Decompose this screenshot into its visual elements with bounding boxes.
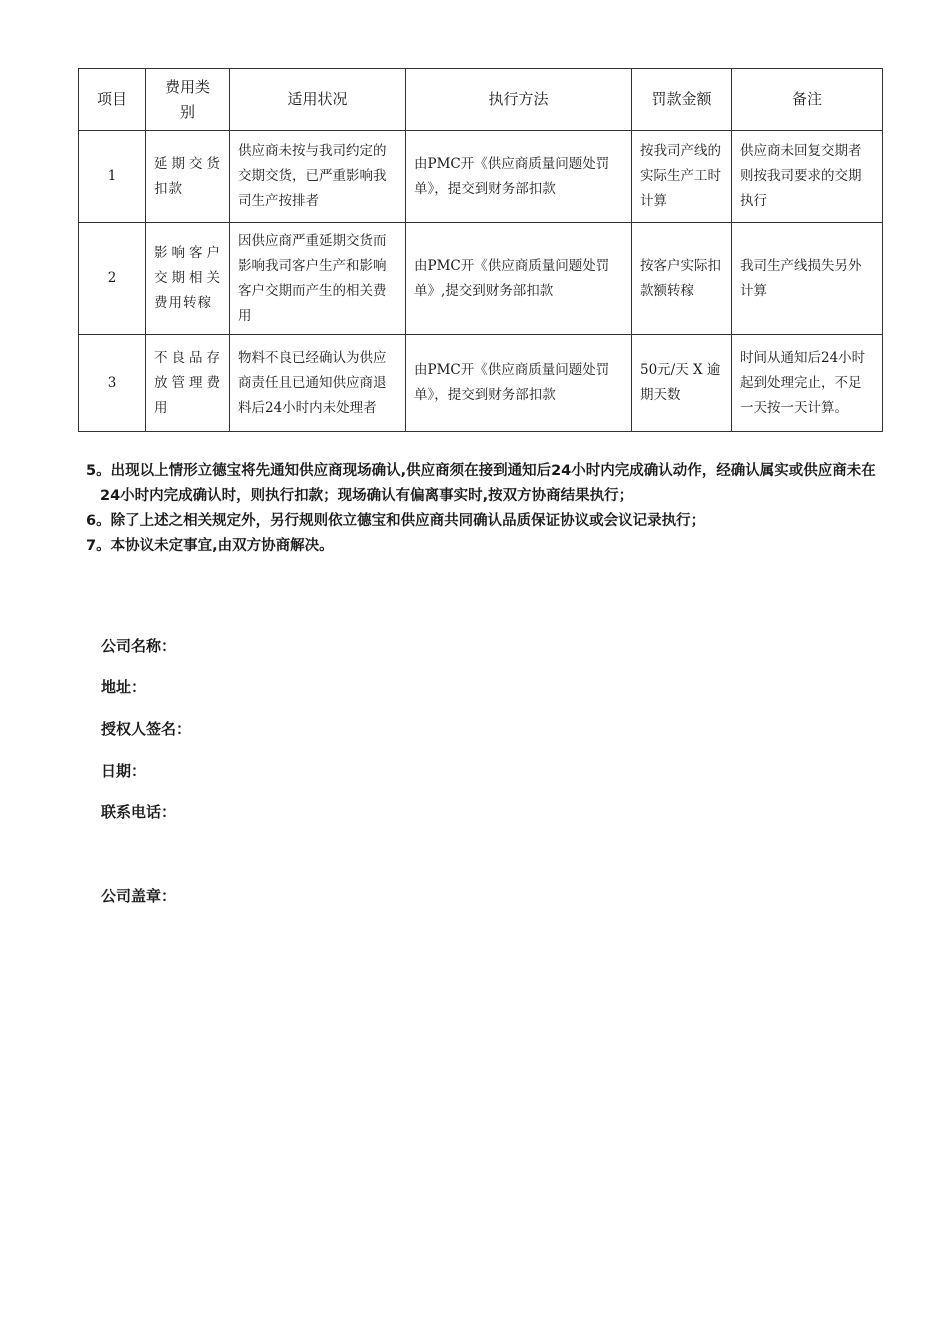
cell-condition: 供应商未按与我司约定的交期交货，已严重影响我司生产按排者 [230, 131, 406, 223]
phone-label: 联系电话： [101, 803, 177, 821]
header-remark: 备注 [732, 69, 883, 131]
table-header-row [79, 69, 883, 131]
cell-item: 3 [79, 335, 146, 432]
cell-method: 由PMC开《供应商质量问题处罚单》，提交到财务部扣款 [406, 131, 632, 223]
company-seal-label: 公司盖章： [101, 887, 177, 905]
cell-category: 不良品存放管理费用 [146, 335, 230, 432]
header-category: 费用类别 [146, 69, 230, 131]
cell-method: 由PMC开《供应商质量问题处罚单》,提交到财务部扣款 [406, 223, 632, 335]
cell-method: 由PMC开《供应商质量问题处罚单》，提交到财务部扣款 [406, 335, 632, 432]
cell-remark: 时间从通知后24小时起到处理完止，不足一天按一天计算。 [732, 335, 883, 432]
cell-condition: 物料不良已经确认为供应商责任且已通知供应商退料后24小时内未处理者 [230, 335, 406, 432]
header-condition: 适用状况 [230, 69, 406, 131]
cell-condition: 因供应商严重延期交货而影响我司客户生产和影响客户交期而产生的相关费用 [230, 223, 406, 335]
authorized-signature-label: 授权人签名： [101, 720, 192, 738]
header-method: 执行方法 [406, 69, 632, 131]
cell-category: 延期交货扣款 [146, 131, 230, 223]
note-item: 7。本协议未定事宜,由双方协商解决。 [86, 538, 334, 554]
cell-penalty: 50元/天 X 逾期天数 [632, 335, 732, 432]
cell-remark: 供应商未回复交期者则按我司要求的交期执行 [732, 131, 883, 223]
date-label: 日期： [101, 762, 147, 780]
company-name-label: 公司名称： [101, 637, 177, 655]
penalty-fee-table [78, 68, 883, 432]
cell-penalty: 按我司产线的实际生产工时计算 [632, 131, 732, 223]
address-label: 地址： [101, 678, 147, 696]
agreement-notes [86, 459, 886, 559]
header-item: 项目 [79, 69, 146, 131]
note-item: 5。出现以上情形立德宝将先通知供应商现场确认,供应商须在接到通知后24小时内完成确认动作，经确认属实或供应商未在24小时内完成确认时，则执行扣款；现场确认有偏离事实时,按双方协商结果执行； [86, 463, 876, 504]
table-row [79, 131, 883, 223]
note-item: 6。除了上述之相关规定外，另行规则依立德宝和供应商共同确认品质保证协议或会议记录执行； [86, 513, 706, 529]
cell-remark: 我司生产线损失另外计算 [732, 223, 883, 335]
cell-item: 1 [79, 131, 146, 223]
header-penalty: 罚款金额 [632, 69, 732, 131]
cell-penalty: 按客户实际扣款额转稼 [632, 223, 732, 335]
cell-item: 2 [79, 223, 146, 335]
cell-category: 影响客户交期相关费用转稼 [146, 223, 230, 335]
table-row [79, 335, 883, 432]
table-row [79, 223, 883, 335]
